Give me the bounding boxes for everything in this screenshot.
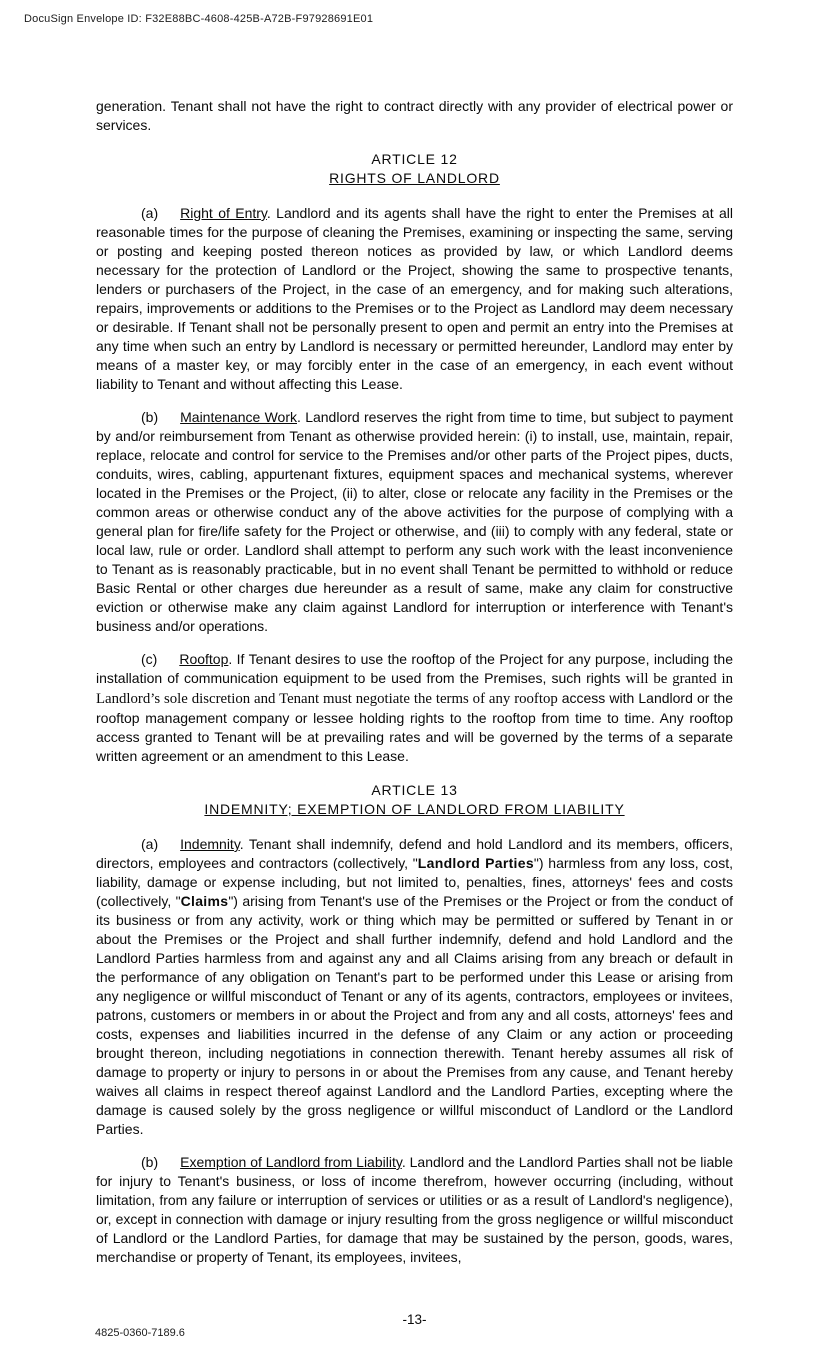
paragraph-12c-heading: Rooftop: [179, 651, 229, 667]
paragraph-13a: [96, 835, 733, 1139]
paragraph-12b-text: . Landlord reserves the right from time to time, but subject to payment by and/or reimbursement from Tenant as otherwise provided herein: (i) to install, use, maintain, repair, replace, relocate and control for service to the Premises and/or other parts of the Project pipes, ducts, conduits, wires, cabling, appurtenant fixtures, equipment spaces and mechanical systems, wherever located in the Premises or the Project, (ii) to alter, close or relocate any facility in the Premises or the common areas or otherwise conduct any of the above activities for the purpose of complying with a general plan for fire/life safety for the Project or otherwise, and (iii) to comply with any federal, state or local law, rule or order. Landlord shall attempt to perform any such work with the least inconvenience to Tenant as is reasonably practicable, but in no event shall Tenant be permitted to withhold or reduce Basic Rental or other charges due hereunder as a result of same, make any claim for constructive eviction or otherwise make any claim against Landlord for interruption or interference with Tenant's business and/or operations.: [96, 409, 733, 634]
paragraph-continuation: generation. Tenant shall not have the right to contract directly with any provider of electrical power or services.: [96, 98, 733, 133]
article-12-heading: [96, 150, 733, 188]
paragraph-13a-text: . Tenant shall indemnify, defend and hold Landlord and its members, officers, directors, employees and contractors (collectively, ": [96, 836, 733, 871]
article-12-title: RIGHTS OF LANDLORD: [329, 170, 500, 186]
paragraph-13a-text-2: ") harmless from any loss, cost, liability, damage or expense including, but not limited to, penalties, fines, attorneys' fees and costs (collectively, ": [96, 855, 733, 909]
page-number: -13-: [402, 1312, 427, 1327]
docusign-envelope-id: DocuSign Envelope ID: F32E88BC-4608-425B-A72B-F97928691E01: [24, 13, 374, 25]
paragraph-12a-text: . Landlord and its agents shall have the right to enter the Premises at all reasonable times for the purpose of cleaning the Premises, examining or inspecting the same, serving or posting and keeping posted thereon notices as provided by law, or which Landlord deems necessary for the protection of Landlord or the Project, showing the same to prospective tenants, lenders or purchasers of the Project, in the case of an emergency, and for making such alterations, repairs, improvements or additions to the Premises or to the Project as Landlord may deem necessary or desirable. If Tenant shall not be personally present to open and permit an entry into the Premises at any time when such an entry by Landlord is necessary or permitted hereunder, Landlord may enter by means of a master key, or may forcibly enter in the case of an emergency, in each event without liability to Tenant and without affecting this Lease.: [96, 205, 734, 392]
paragraph-12c-text-cont: access with Landlord or the rooftop management company or lessee holding rights to the rooftop from time to time. Any rooftop access granted to Tenant will be at prevailing rates and will be governed by the terms of a separate written agreement or an amendment to this Lease.: [96, 690, 733, 764]
paragraph-12a-heading: Right of Entry: [180, 205, 267, 221]
article-13-heading: [96, 781, 733, 819]
paragraph-13a-heading: Indemnity: [180, 836, 240, 852]
paragraph-13b-label: (b): [141, 1154, 159, 1170]
paragraph-12b-label: (b): [141, 409, 159, 425]
article-12-number: ARTICLE 12: [371, 151, 458, 167]
paragraph-12a-label: (a): [141, 205, 159, 221]
paragraph-13b-text: . Landlord and the Landlord Parties shall not be liable for injury to Tenant's business, or loss of income therefrom, however occurring (including, without limitation, from any failure or interruption of services or utilities or as a result of Landlord's negligence), or, except in connection with damage or injury resulting from the gross negligence or willful misconduct of Landlord or the Landlord Parties, for damage that may be sustained by the person, goods, wares, merchandise or property of Tenant, its employees, invitees,: [96, 1154, 733, 1265]
paragraph-12c: [96, 650, 733, 766]
paragraph-12c-inserted-text: will be granted in Landlord’s sole discretion and Tenant must negotiate the terms of any rooftop: [96, 671, 733, 707]
document-number: 4825-0360-7189.6: [95, 1327, 185, 1339]
paragraph-12c-label: (c): [141, 651, 158, 667]
paragraph-13a-label: (a): [141, 836, 159, 852]
article-13-title: INDEMNITY; EXEMPTION OF LANDLORD FROM LIABILITY: [204, 801, 625, 817]
defined-term-claims: Claims: [180, 893, 229, 909]
paragraph-13a-text-3: ") arising from Tenant's use of the Premises or the Project or from the conduct of its business or from any activity, work or thing which may be permitted or suffered by Tenant in or about the Premises or the Project and shall further indemnify, defend and hold Landlord and the Landlord Parties harmless from and against any and all Claims arising from any breach or default in the performance of any obligation on Tenant's part to be performed under this Lease or arising from any negligence or willful misconduct of Tenant or any of its agents, contractors, employees or invitees, patrons, customers or members in or about the Project and from any and all costs, attorneys' fees and costs, expenses and liabilities incurred in the defense of any Claim or any action or proceeding brought thereon, including negotiations in connection therewith. Tenant hereby assumes all risk of damage to property or injury to persons in or about the Premises from any cause, and Tenant hereby waives all claims in respect thereof against Landlord and the Landlord Parties, excepting where the damage is caused solely by the gross negligence or willful misconduct of Landlord or the Landlord Parties.: [96, 893, 733, 1137]
document-body: [96, 97, 733, 1267]
article-13-number: ARTICLE 13: [371, 782, 458, 798]
paragraph-13b: [96, 1153, 733, 1267]
defined-term-landlord-parties: Landlord Parties: [417, 855, 534, 871]
paragraph-12b-heading: Maintenance Work: [180, 409, 297, 425]
paragraph-12b: [96, 408, 733, 636]
paragraph-12c-text: . If Tenant desires to use the rooftop of the Project for any purpose, including the installation of communication equipment to be used from the Premises, such rights: [96, 651, 733, 686]
paragraph-13b-heading: Exemption of Landlord from Liability: [180, 1154, 402, 1170]
paragraph-12a: [96, 204, 733, 394]
